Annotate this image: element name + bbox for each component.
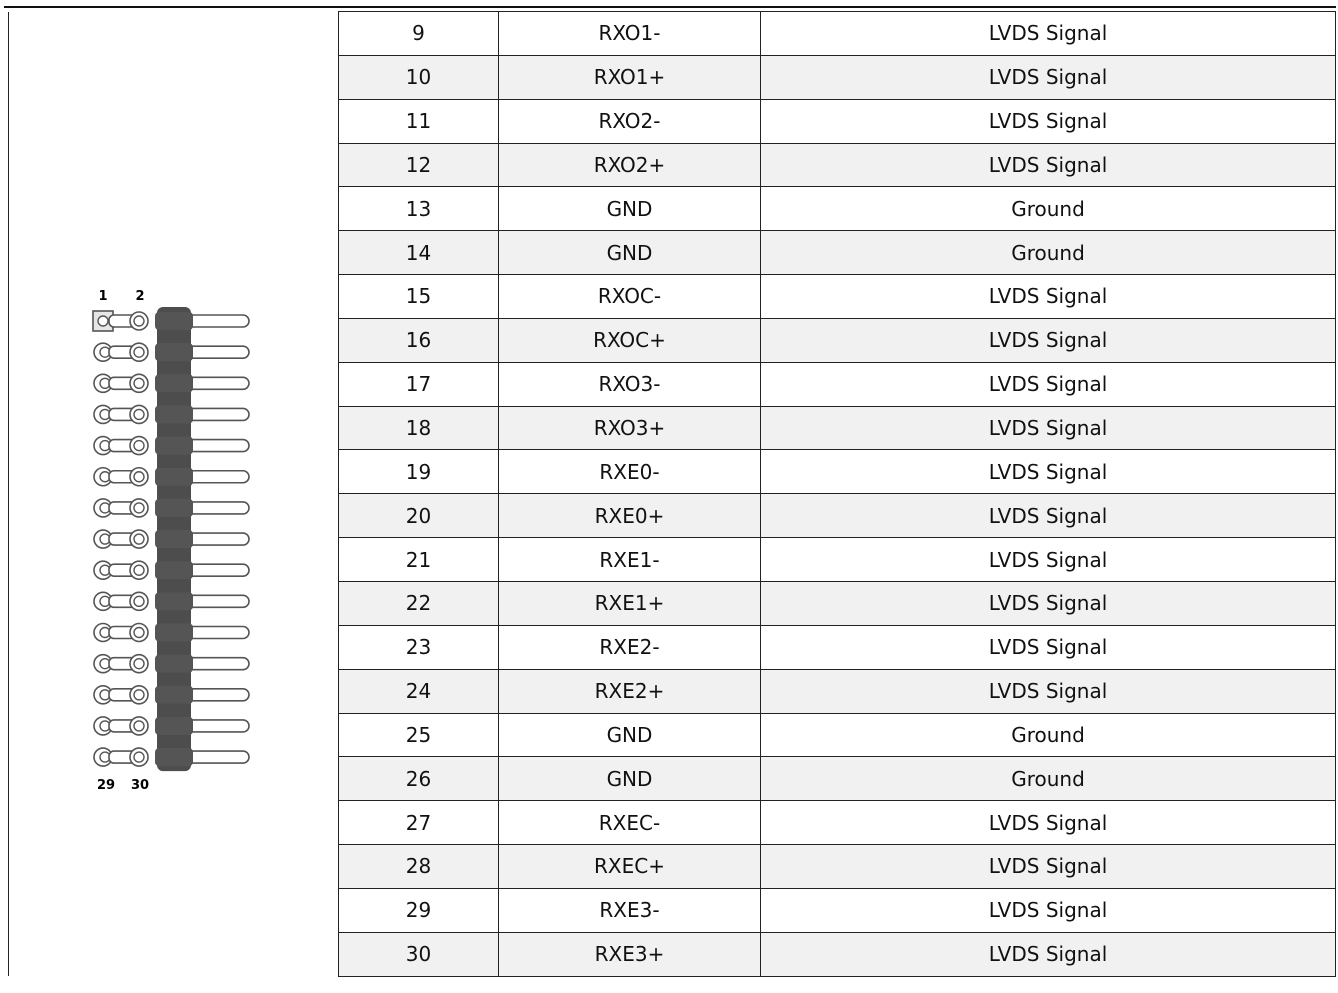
pin-number-cell: 19 xyxy=(339,450,499,494)
pin-contact xyxy=(134,316,144,326)
connector-diagram-cell xyxy=(9,12,339,977)
signal-name-cell: RXE1- xyxy=(499,538,761,582)
housing-segment xyxy=(155,498,193,516)
description-cell: LVDS Signal xyxy=(761,932,1336,976)
pin-number-cell: 29 xyxy=(339,888,499,932)
description-cell: LVDS Signal xyxy=(761,450,1336,494)
signal-name-cell: RXEC- xyxy=(499,801,761,845)
pin-number-cell: 27 xyxy=(339,801,499,845)
signal-name-cell: RXO2+ xyxy=(499,143,761,187)
pin-number-cell: 20 xyxy=(339,494,499,538)
pin-number-cell: 16 xyxy=(339,318,499,362)
pin-assignment-table xyxy=(8,11,1336,977)
pin-contact xyxy=(134,347,144,357)
pin-contact xyxy=(134,378,144,388)
signal-name-cell: GND xyxy=(499,713,761,757)
signal-name-cell: RXEC+ xyxy=(499,845,761,889)
description-cell: Ground xyxy=(761,231,1336,275)
housing-segment xyxy=(155,530,193,548)
signal-name-cell: RXOC- xyxy=(499,275,761,319)
pin-contact xyxy=(134,658,144,668)
description-cell: LVDS Signal xyxy=(761,55,1336,99)
pin-number-cell: 10 xyxy=(339,55,499,99)
pin-number-cell: 25 xyxy=(339,713,499,757)
description-cell: LVDS Signal xyxy=(761,801,1336,845)
description-cell: LVDS Signal xyxy=(761,362,1336,406)
description-cell: LVDS Signal xyxy=(761,625,1336,669)
pin-number-cell: 9 xyxy=(339,12,499,56)
pin-label-1: 1 xyxy=(98,288,108,304)
description-cell: LVDS Signal xyxy=(761,494,1336,538)
signal-name-cell: RXE0- xyxy=(499,450,761,494)
pin-number-cell: 24 xyxy=(339,669,499,713)
pin-number-cell: 22 xyxy=(339,581,499,625)
signal-name-cell: RXOC+ xyxy=(499,318,761,362)
signal-name-cell: RXE2- xyxy=(499,625,761,669)
signal-name-cell: RXO1- xyxy=(499,12,761,56)
housing-segment xyxy=(155,592,193,610)
description-cell: LVDS Signal xyxy=(761,99,1336,143)
connector-diagram xyxy=(9,12,339,993)
signal-name-cell: RXE3- xyxy=(499,888,761,932)
pin-number-cell: 13 xyxy=(339,187,499,231)
pin-number-cell: 28 xyxy=(339,845,499,889)
description-cell: LVDS Signal xyxy=(761,318,1336,362)
pin-number-cell: 26 xyxy=(339,757,499,801)
pin-contact xyxy=(134,471,144,481)
housing-segment xyxy=(155,343,193,361)
housing-segment xyxy=(155,623,193,641)
pin-contact xyxy=(134,565,144,575)
description-cell: LVDS Signal xyxy=(761,12,1336,56)
pin-contact xyxy=(134,689,144,699)
pin-contact xyxy=(134,534,144,544)
description-cell: LVDS Signal xyxy=(761,888,1336,932)
pin-number-cell: 12 xyxy=(339,143,499,187)
pin-contact xyxy=(134,440,144,450)
housing-segment xyxy=(155,374,193,392)
description-cell: Ground xyxy=(761,757,1336,801)
housing-segment xyxy=(155,561,193,579)
signal-name-cell: RXO1+ xyxy=(499,55,761,99)
description-cell: LVDS Signal xyxy=(761,538,1336,582)
pin-contact xyxy=(134,596,144,606)
housing-segment xyxy=(155,436,193,454)
pin-number-cell: 17 xyxy=(339,362,499,406)
housing-segment xyxy=(155,467,193,485)
pin-label-29: 29 xyxy=(96,777,116,793)
description-cell: LVDS Signal xyxy=(761,845,1336,889)
signal-name-cell: RXE3+ xyxy=(499,932,761,976)
pin-contact xyxy=(134,752,144,762)
pin-number-cell: 21 xyxy=(339,538,499,582)
pin-label-30: 30 xyxy=(130,777,150,793)
pin-label-2: 2 xyxy=(135,288,145,304)
signal-name-cell: RXO2- xyxy=(499,99,761,143)
signal-name-cell: RXE0+ xyxy=(499,494,761,538)
signal-name-cell: RXO3- xyxy=(499,362,761,406)
housing-segment xyxy=(155,312,193,330)
description-cell: LVDS Signal xyxy=(761,275,1336,319)
description-cell: Ground xyxy=(761,187,1336,231)
table-row xyxy=(9,12,1336,56)
description-cell: Ground xyxy=(761,713,1336,757)
pin-number-cell: 30 xyxy=(339,932,499,976)
pin-contact xyxy=(98,316,108,326)
description-cell: LVDS Signal xyxy=(761,406,1336,450)
pin-number-cell: 14 xyxy=(339,231,499,275)
description-cell: LVDS Signal xyxy=(761,581,1336,625)
pin-number-cell: 11 xyxy=(339,99,499,143)
signal-name-cell: GND xyxy=(499,231,761,275)
signal-name-cell: RXE1+ xyxy=(499,581,761,625)
pin-number-cell: 23 xyxy=(339,625,499,669)
signal-name-cell: GND xyxy=(499,757,761,801)
top-rule xyxy=(4,6,1336,8)
housing-segment xyxy=(155,748,193,766)
pin-contact xyxy=(134,502,144,512)
housing-segment xyxy=(155,405,193,423)
signal-name-cell: RXO3+ xyxy=(499,406,761,450)
pin-number-cell: 15 xyxy=(339,275,499,319)
signal-name-cell: RXE2+ xyxy=(499,669,761,713)
pin-contact xyxy=(134,720,144,730)
description-cell: LVDS Signal xyxy=(761,669,1336,713)
signal-name-cell: GND xyxy=(499,187,761,231)
description-cell: LVDS Signal xyxy=(761,143,1336,187)
pin-contact xyxy=(134,409,144,419)
housing-segment xyxy=(155,716,193,734)
pin-number-cell: 18 xyxy=(339,406,499,450)
housing-segment xyxy=(155,685,193,703)
housing-segment xyxy=(155,654,193,672)
pin-contact xyxy=(134,627,144,637)
